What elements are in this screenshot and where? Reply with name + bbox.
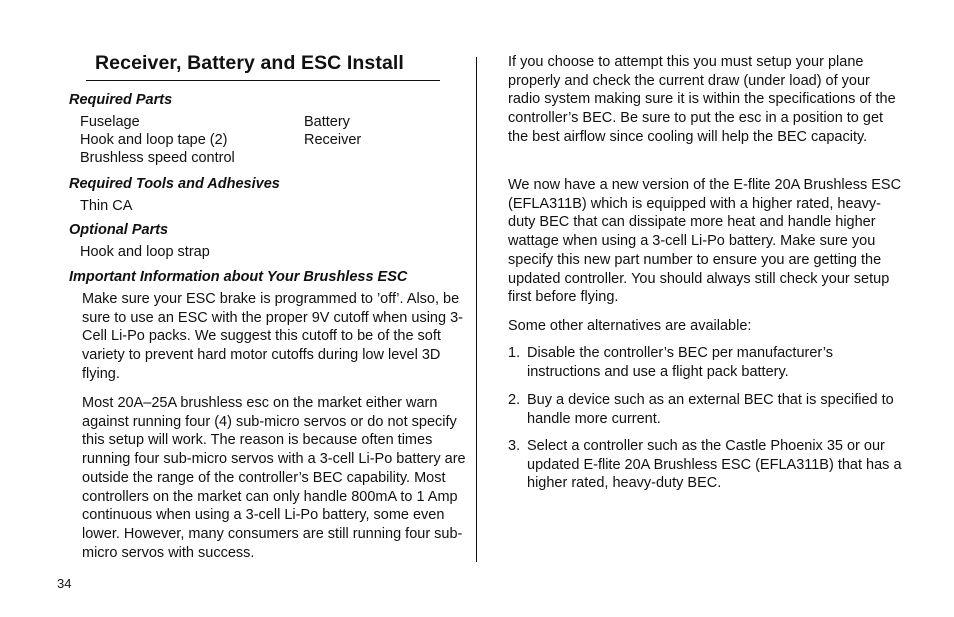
tool-item: Thin CA — [80, 198, 133, 214]
body-paragraph: Some other alternatives are available: — [508, 318, 752, 334]
part-item: Hook and loop tape (2) — [80, 132, 228, 148]
part-item: Receiver — [304, 132, 362, 148]
important-info-heading: Important Information about Your Brushless ESC — [69, 269, 408, 285]
required-tools-heading: Required Tools and Adhesives — [69, 176, 280, 192]
page-number: 34 — [57, 576, 72, 591]
body-paragraph: If you choose to attempt this you must setup your plane properly and check the current draw (under load) of your radio system making sure it is within the specifications of the controller’s BEC. Be sure to put the esc in a position to get the best airflow since cooling will help the BEC capacity. — [508, 54, 896, 145]
alternatives-list-item — [508, 344, 903, 381]
alternatives-list-item — [508, 391, 903, 428]
list-text: Disable the controller’s BEC per manufacturer’s instructions and use a flight pack battery. — [527, 345, 833, 380]
column-divider — [476, 57, 477, 562]
section-title: Receiver, Battery and ESC Install — [95, 52, 404, 74]
important-info-paragraph: Make sure your ESC brake is programmed to ’off’. Also, be sure to use an ESC with the proper 9V cutoff when using 3-Cell Li-Po packs. We suggest this cutoff to be of the soft variety to prevent hard motor cutoffs during low level 3D flying. — [82, 291, 463, 382]
list-number: 3. — [508, 438, 521, 454]
optional-parts-heading: Optional Parts — [69, 222, 169, 238]
list-number: 1. — [508, 345, 521, 361]
part-item: Fuselage — [80, 114, 140, 130]
body-paragraph: We now have a new version of the E-flite 20A Brushless ESC (EFLA311B) which is equipped with a higher rated, heavy-duty BEC that can dissipate more heat and handle higher wattage when using a 3-cell Li-Po battery. Make sure you specify this new part number to ensure you are getting the updated controller. You should always still check your setup first before flying. — [508, 177, 902, 306]
list-text: Select a controller such as the Castle Phoenix 35 or our updated E-flite 20A Brushless ESC (EFLA311B) that has a higher rated, heavy-duty BEC. — [527, 438, 902, 492]
important-info-paragraph: Most 20A–25A brushless esc on the market either warn against running four (4) sub-micro servos or do not specify this setup will work. The reason is because often times running four sub-micro servos with a 3-cell Li-Po battery are outside the range of the controller’s BEC capability. Most controllers on the market can only handle 800mA to 1 Amp continuous when using a 3-cell Li-Po battery, some even lower. However, many consumers are still running four sub-micro servos with success. — [82, 395, 466, 561]
optional-part-item: Hook and loop strap — [80, 244, 210, 260]
list-text: Buy a device such as an external BEC that is specified to handle more current. — [527, 392, 894, 427]
alternatives-list-item — [508, 437, 903, 493]
title-underline — [86, 80, 440, 81]
required-parts-heading: Required Parts — [69, 92, 173, 108]
list-number: 2. — [508, 392, 521, 408]
part-item: Battery — [304, 114, 350, 130]
part-item: Brushless speed control — [80, 150, 235, 166]
